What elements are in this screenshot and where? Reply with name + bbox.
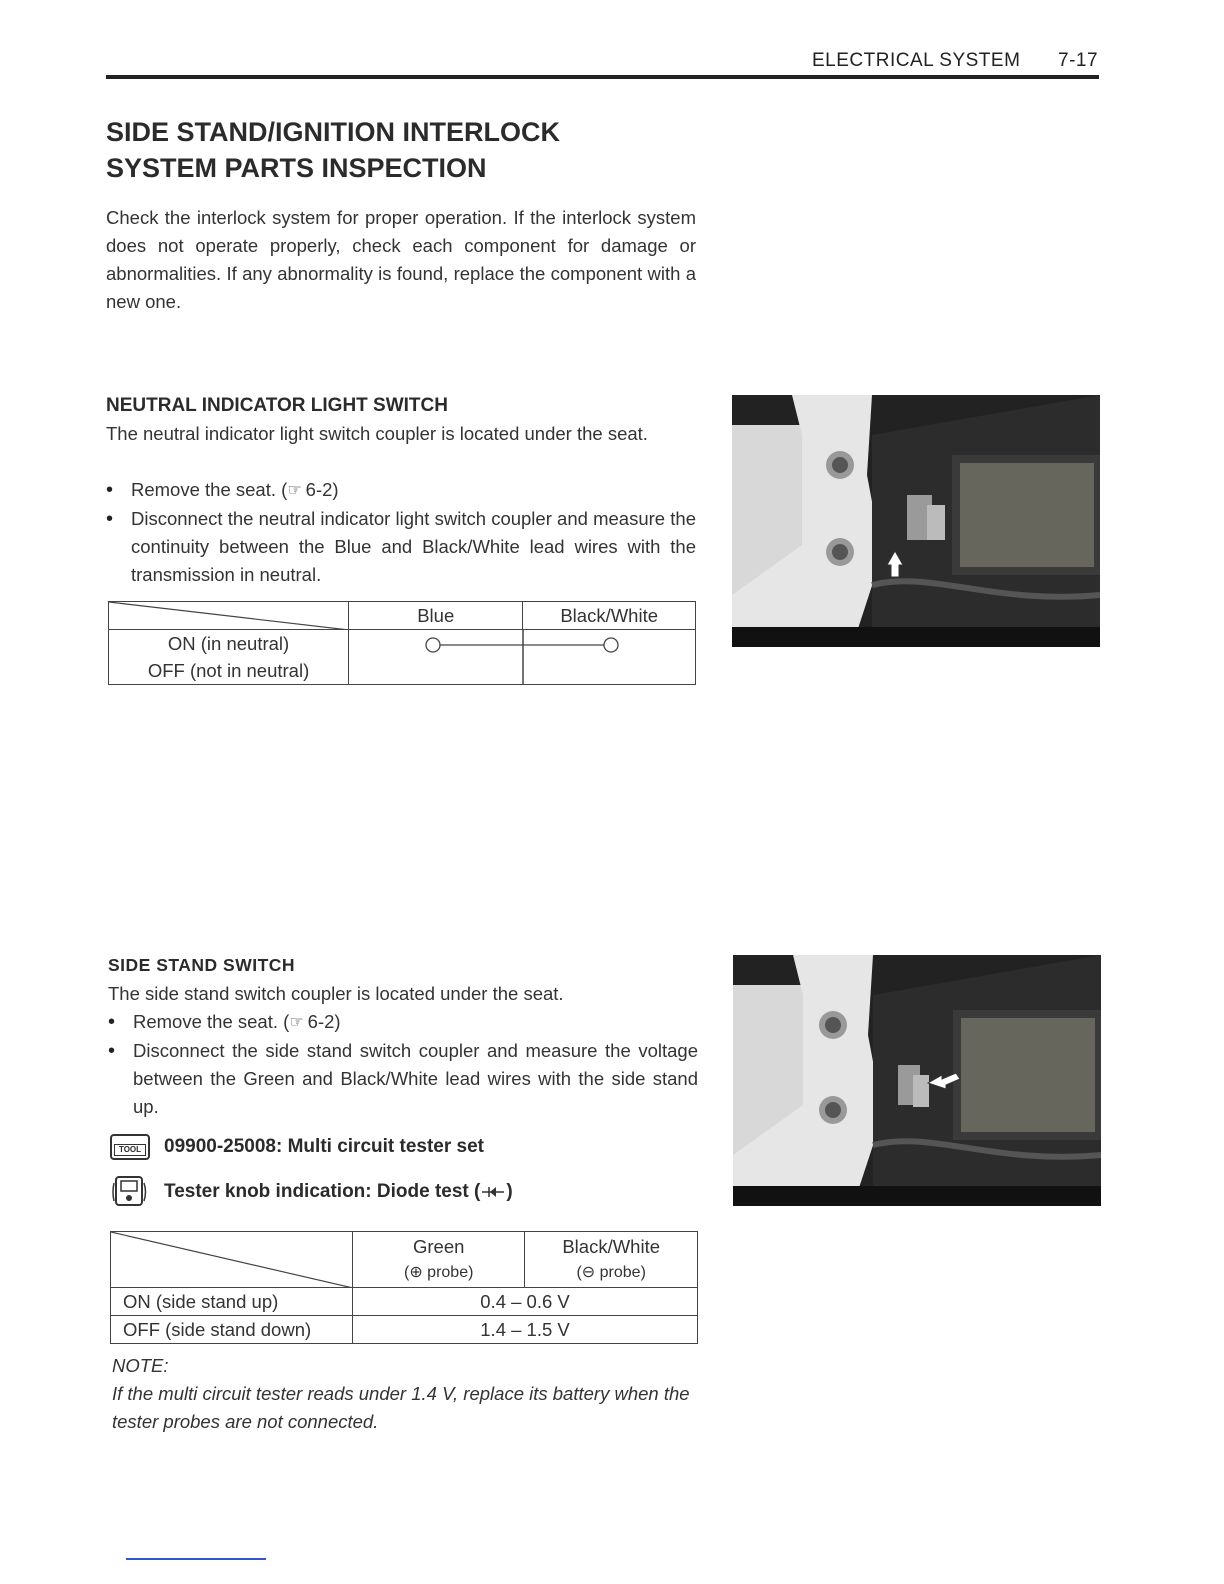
- neutral-step-1-text: Remove the seat.: [131, 479, 276, 500]
- continuity-symbol: [349, 630, 695, 684]
- col-header-blue: Blue: [349, 602, 523, 630]
- col-header-green-probe: (⊕ probe): [403, 1263, 474, 1281]
- row-labels: [109, 630, 349, 685]
- neutral-step-1: [106, 476, 696, 505]
- row-off-value: 1.4 – 1.5 V: [353, 1316, 698, 1344]
- sidestand-step-1-ref: 6-2): [307, 1011, 341, 1032]
- neutral-switch-photo: [732, 395, 1100, 647]
- neutral-step-2: • Disconnect the neutral indicator light switch coupler and measure the continuity between the Blue and Black/White lead wires with the transmission in neutral.: [106, 505, 696, 589]
- row-off-side-stand: OFF (side stand down): [111, 1316, 353, 1344]
- col-header-black-white-label: Black/White: [562, 1235, 661, 1257]
- row-on-value: 0.4 – 0.6 V: [353, 1288, 698, 1316]
- tool-line: [110, 1134, 484, 1160]
- sidestand-step-1-text: Remove the seat.: [133, 1011, 278, 1032]
- tester-knob-icon: [112, 1175, 148, 1209]
- col-header-green: [353, 1232, 525, 1288]
- knob-text-end: ): [506, 1181, 513, 1202]
- sidestand-text: The side stand switch coupler is located under the seat.: [108, 983, 564, 1004]
- continuity-cell: [349, 630, 696, 685]
- sidestand-heading: SIDE STAND SWITCH: [108, 955, 296, 975]
- reference-hand-icon: ☞: [287, 482, 302, 499]
- sidestand-steps: [108, 1008, 698, 1121]
- table-corner-cell: [111, 1232, 353, 1288]
- tool-icon: [110, 1134, 150, 1160]
- diode-icon: [482, 1185, 504, 1199]
- col-header-black-white-probe: (⊖ probe): [576, 1263, 646, 1281]
- col-header-black-white: Black/White: [523, 602, 696, 630]
- diagonal-line: [111, 1232, 353, 1288]
- title-line-2: SYSTEM PARTS INSPECTION: [106, 153, 487, 183]
- intro-paragraph: Check the interlock system for proper operation. If the interlock system does not operate properly, check each component for damage or abnormalities. If any abnormality is found, replace the component with a new one.: [106, 207, 696, 312]
- table-corner-cell: [109, 602, 349, 630]
- header-rule: [106, 75, 1099, 79]
- reference-hand-icon: ☞: [289, 1014, 304, 1031]
- footer-line: [126, 1558, 266, 1560]
- neutral-step-1-ref: 6-2): [305, 479, 339, 500]
- row-off-neutral: OFF (not in neutral): [147, 660, 310, 681]
- note-label: NOTE:: [112, 1355, 169, 1376]
- col-header-green-label: Green: [412, 1235, 465, 1257]
- manual-reference: (☞ 6-2): [283, 1011, 340, 1032]
- neutral-text: The neutral indicator light switch coupler is located under the seat.: [106, 423, 648, 444]
- note-text: If the multi circuit tester reads under 1.4 V, replace its battery when the tester probes are not connected.: [112, 1383, 690, 1432]
- header-section-title: ELECTRICAL SYSTEM: [812, 50, 1021, 71]
- photo-illustration: [733, 955, 1101, 1206]
- col-header-black-white: [525, 1232, 698, 1288]
- sidestand-switch-photo: [733, 955, 1101, 1206]
- neutral-heading: NEUTRAL INDICATOR LIGHT SWITCH: [106, 395, 448, 416]
- knob-text: Tester knob indication: Diode test (: [164, 1181, 481, 1202]
- neutral-steps: [106, 476, 696, 589]
- title-line-1: SIDE STAND/IGNITION INTERLOCK: [106, 117, 561, 147]
- sidestand-step-1: [108, 1008, 698, 1037]
- tool-icon-label: TOOL: [114, 1144, 146, 1156]
- photo-illustration: [732, 395, 1100, 647]
- knob-line: [112, 1175, 513, 1209]
- page-number: 7-17: [1058, 50, 1099, 71]
- tool-text: 09900-25008: Multi circuit tester set: [164, 1136, 484, 1157]
- page-title: [106, 114, 560, 186]
- row-on-neutral: ON (in neutral): [167, 633, 290, 654]
- diagonal-line: [109, 602, 349, 630]
- manual-reference: (☞ 6-2): [281, 479, 338, 500]
- sidestand-voltage-table: [110, 1231, 698, 1344]
- sidestand-step-2: • Disconnect the side stand switch coupler and measure the voltage between the Green and Black/White lead wires with the side stand up.: [108, 1037, 698, 1121]
- row-on-side-stand: ON (side stand up): [111, 1288, 353, 1316]
- neutral-continuity-table: [108, 601, 696, 685]
